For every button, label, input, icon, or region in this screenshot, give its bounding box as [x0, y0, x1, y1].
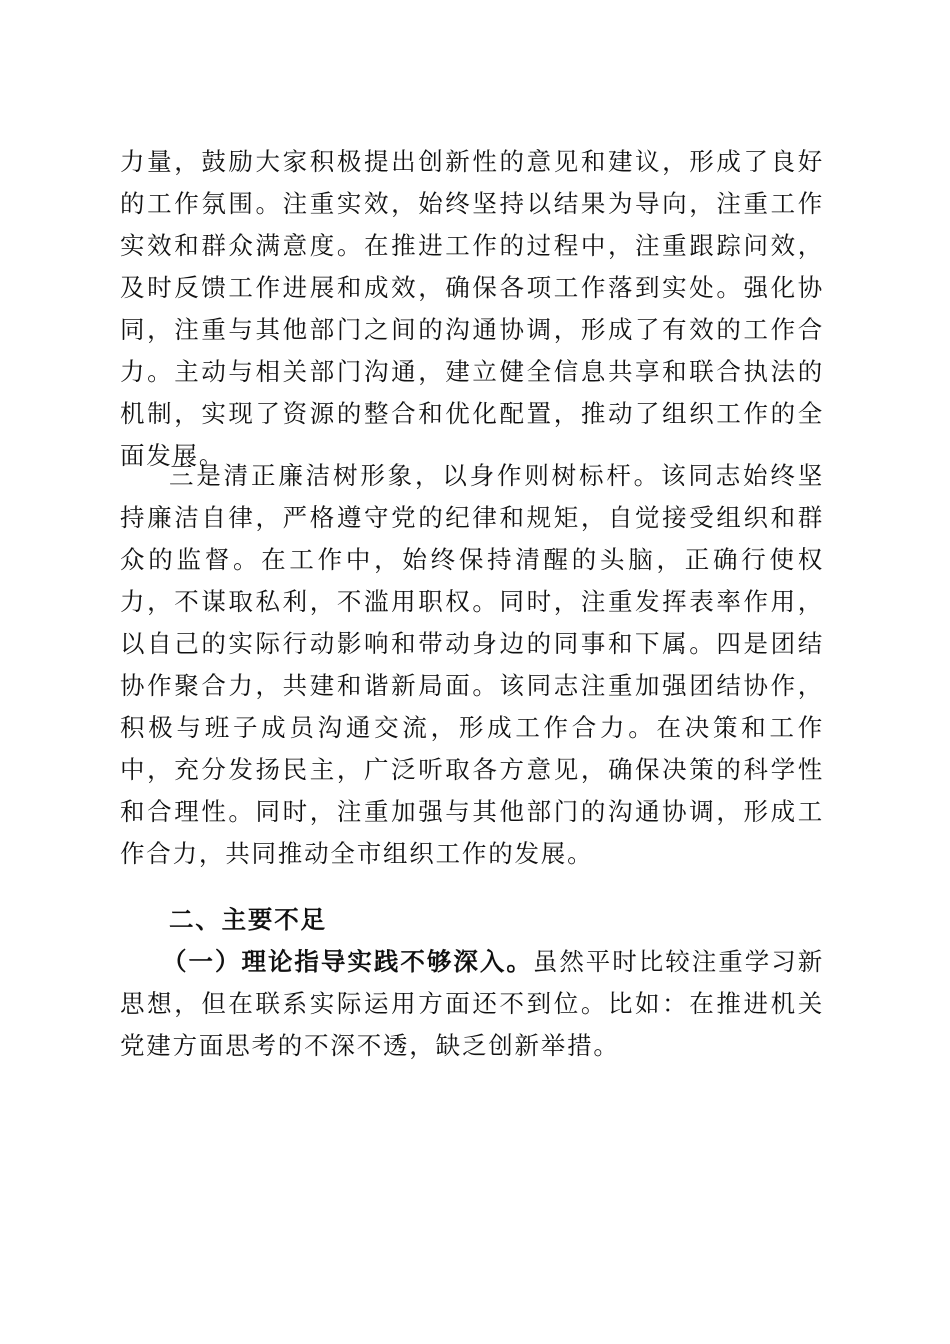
- subsection-paragraph: [120, 941, 824, 1067]
- subsection-body: 虽然平时比较注重学习新思想，但在联系实际运用方面还不到位。比如：在推进机关党建方面思考的不深不透，缺乏创新举措。: [120, 947, 824, 1060]
- subsection-lead: （一）理论指导实践不够深入。: [162, 947, 533, 976]
- paragraph-continued: 力量，鼓励大家积极提出创新性的意见和建议，形成了良好的工作氛围。注重实效，始终坚持以结果为导向，注重工作实效和群众满意度。在推进工作的过程中，注重跟踪问效，及时反馈工作进展和成效，确保各项工作落到实处。强化协同，注重与其他部门之间的沟通协调，形成了有效的工作合力。主动与相关部门沟通，建立健全信息共享和联合执法的机制，实现了资源的整合和优化配置，推动了组织工作的全面发展。: [120, 147, 824, 470]
- paragraph-three: 三是清正廉洁树形象，以身作则树标杆。该同志始终坚持廉洁自律，严格遵守党的纪律和规矩，自觉接受组织和群众的监督。在工作中，始终保持清醒的头脑，正确行使权力，不谋取私利，不滥用职权。同时，注重发挥表率作用，以自己的实际行动影响和带动身边的同事和下属。四是团结协作聚合力，共建和谐新局面。该同志注重加强团结协作，积极与班子成员沟通交流，形成工作合力。在决策和工作中，充分发扬民主，广泛听取各方意见，确保决策的科学性和合理性。同时，注重加强与其他部门的沟通协调，形成工作合力，共同推动全市组织工作的发展。: [120, 461, 824, 868]
- section-heading: 二、主要不足: [169, 905, 327, 934]
